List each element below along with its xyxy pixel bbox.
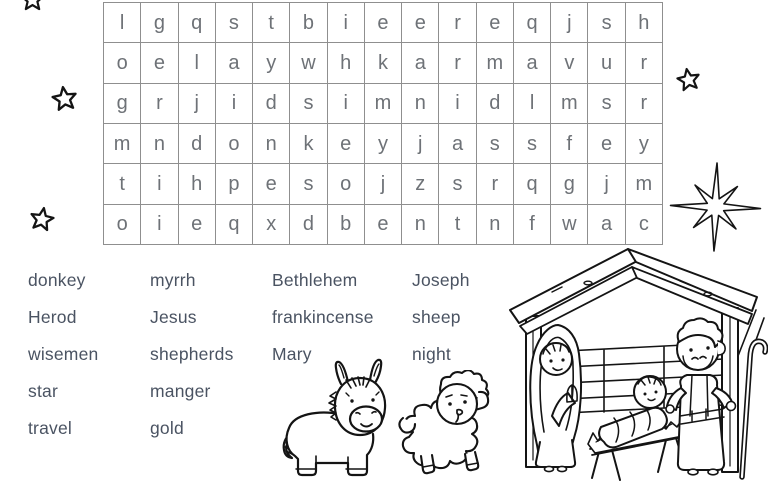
- grid-cell[interactable]: f: [551, 124, 588, 164]
- word-list-item: Herod: [28, 307, 77, 327]
- grid-cell[interactable]: m: [104, 124, 141, 164]
- grid-cell[interactable]: d: [179, 124, 216, 164]
- grid-cell[interactable]: i: [141, 205, 178, 245]
- grid-cell[interactable]: q: [179, 3, 216, 43]
- grid-cell[interactable]: q: [216, 205, 253, 245]
- sheep-clipart: [395, 370, 495, 480]
- grid-cell[interactable]: j: [588, 164, 625, 204]
- word-list-item: gold: [150, 418, 184, 438]
- grid-cell[interactable]: m: [626, 164, 663, 204]
- grid-cell[interactable]: c: [626, 205, 663, 245]
- grid-cell[interactable]: m: [551, 84, 588, 124]
- grid-cell[interactable]: l: [514, 84, 551, 124]
- grid-cell[interactable]: r: [439, 43, 476, 83]
- grid-cell[interactable]: o: [216, 124, 253, 164]
- word-list-item: Joseph: [412, 270, 470, 290]
- grid-cell[interactable]: l: [179, 43, 216, 83]
- grid-cell[interactable]: b: [328, 205, 365, 245]
- word-search-grid[interactable]: [103, 2, 663, 245]
- grid-cell[interactable]: e: [328, 124, 365, 164]
- star-icon-left-upper: [49, 83, 79, 113]
- grid-cell[interactable]: i: [439, 84, 476, 124]
- grid-cell[interactable]: s: [588, 3, 625, 43]
- grid-cell[interactable]: n: [477, 205, 514, 245]
- word-list-item: myrrh: [150, 270, 196, 290]
- grid-cell[interactable]: y: [253, 43, 290, 83]
- grid-cell[interactable]: s: [588, 84, 625, 124]
- grid-cell[interactable]: a: [402, 43, 439, 83]
- grid-cell[interactable]: p: [216, 164, 253, 204]
- grid-cell[interactable]: a: [439, 124, 476, 164]
- grid-cell[interactable]: t: [104, 164, 141, 204]
- star-icon-left-lower: [27, 204, 57, 234]
- grid-cell[interactable]: n: [402, 84, 439, 124]
- grid-cell[interactable]: e: [253, 164, 290, 204]
- mary: [530, 325, 581, 472]
- bethlehem-star-icon: [667, 159, 763, 254]
- word-list-item: Mary: [272, 344, 312, 364]
- grid-cell[interactable]: d: [477, 84, 514, 124]
- grid-cell[interactable]: e: [141, 43, 178, 83]
- grid-cell[interactable]: g: [551, 164, 588, 204]
- grid-cell[interactable]: i: [141, 164, 178, 204]
- grid-cell[interactable]: y: [365, 124, 402, 164]
- grid-cell[interactable]: s: [290, 84, 327, 124]
- word-list-column: [412, 262, 470, 373]
- grid-cell[interactable]: e: [402, 3, 439, 43]
- grid-cell[interactable]: f: [514, 205, 551, 245]
- grid-cell[interactable]: t: [253, 3, 290, 43]
- grid-cell[interactable]: a: [514, 43, 551, 83]
- star-icon-right-small: [674, 65, 703, 94]
- grid-cell[interactable]: e: [179, 205, 216, 245]
- grid-cell[interactable]: e: [477, 3, 514, 43]
- word-list-item: sheep: [412, 307, 461, 327]
- word-list-item: star: [28, 381, 58, 401]
- donkey-clipart: [278, 356, 393, 484]
- word-list-item: travel: [28, 418, 72, 438]
- grid-cell[interactable]: r: [626, 84, 663, 124]
- grid-cell[interactable]: j: [551, 3, 588, 43]
- grid-cell[interactable]: j: [179, 84, 216, 124]
- word-list-item: Jesus: [150, 307, 197, 327]
- grid-cell[interactable]: v: [551, 43, 588, 83]
- grid-cell[interactable]: i: [328, 3, 365, 43]
- word-list-column: [150, 262, 234, 447]
- grid-cell[interactable]: r: [626, 43, 663, 83]
- grid-cell[interactable]: w: [551, 205, 588, 245]
- grid-cell[interactable]: h: [328, 43, 365, 83]
- grid-cell[interactable]: b: [290, 3, 327, 43]
- grid-cell[interactable]: r: [477, 164, 514, 204]
- grid-cell[interactable]: r: [141, 84, 178, 124]
- grid-cell[interactable]: j: [402, 124, 439, 164]
- nativity-scene-clipart: [500, 246, 768, 489]
- grid-cell[interactable]: m: [477, 43, 514, 83]
- word-list-item: Bethlehem: [272, 270, 358, 290]
- grid-cell[interactable]: e: [365, 3, 402, 43]
- grid-cell[interactable]: i: [216, 84, 253, 124]
- grid-cell[interactable]: n: [253, 124, 290, 164]
- grid-cell[interactable]: j: [365, 164, 402, 204]
- word-list-item: night: [412, 344, 451, 364]
- grid-cell[interactable]: z: [402, 164, 439, 204]
- grid-cell[interactable]: o: [104, 43, 141, 83]
- word-list-item: frankincense: [272, 307, 374, 327]
- grid-cell[interactable]: h: [626, 3, 663, 43]
- grid-cell[interactable]: l: [104, 3, 141, 43]
- grid-cell[interactable]: e: [365, 205, 402, 245]
- grid-cell[interactable]: d: [253, 84, 290, 124]
- grid-cell[interactable]: r: [439, 3, 476, 43]
- grid-cell[interactable]: q: [514, 3, 551, 43]
- grid-cell[interactable]: w: [290, 43, 327, 83]
- word-list-item: donkey: [28, 270, 86, 290]
- grid-cell[interactable]: h: [179, 164, 216, 204]
- grid-cell[interactable]: d: [290, 205, 327, 245]
- grid-cell[interactable]: k: [365, 43, 402, 83]
- grid-cell[interactable]: e: [588, 124, 625, 164]
- grid-cell[interactable]: g: [141, 3, 178, 43]
- word-list-item: wisemen: [28, 344, 99, 364]
- grid-cell[interactable]: s: [439, 164, 476, 204]
- grid-cell[interactable]: n: [141, 124, 178, 164]
- grid-cell[interactable]: s: [216, 3, 253, 43]
- grid-cell[interactable]: m: [365, 84, 402, 124]
- stable-roof: [510, 249, 757, 334]
- star-icon-top-left-partial: [20, 0, 45, 12]
- grid-cell[interactable]: n: [402, 205, 439, 245]
- word-list-item: manger: [150, 381, 211, 401]
- word-list-column: [28, 262, 98, 447]
- grid-cell[interactable]: x: [253, 205, 290, 245]
- grid-cell[interactable]: s: [514, 124, 551, 164]
- grid-cell[interactable]: g: [104, 84, 141, 124]
- grid-cell[interactable]: k: [290, 124, 327, 164]
- grid-cell[interactable]: i: [328, 84, 365, 124]
- grid-cell[interactable]: q: [514, 164, 551, 204]
- grid-cell[interactable]: a: [216, 43, 253, 83]
- grid-cell[interactable]: t: [439, 205, 476, 245]
- grid-cell[interactable]: o: [328, 164, 365, 204]
- grid-cell[interactable]: s: [290, 164, 327, 204]
- grid-cell[interactable]: s: [477, 124, 514, 164]
- shepherd-staff: [742, 341, 766, 477]
- grid-cell[interactable]: o: [104, 205, 141, 245]
- grid-cell[interactable]: y: [626, 124, 663, 164]
- grid-cell[interactable]: u: [588, 43, 625, 83]
- grid-cell[interactable]: a: [588, 205, 625, 245]
- word-list-item: shepherds: [150, 344, 234, 364]
